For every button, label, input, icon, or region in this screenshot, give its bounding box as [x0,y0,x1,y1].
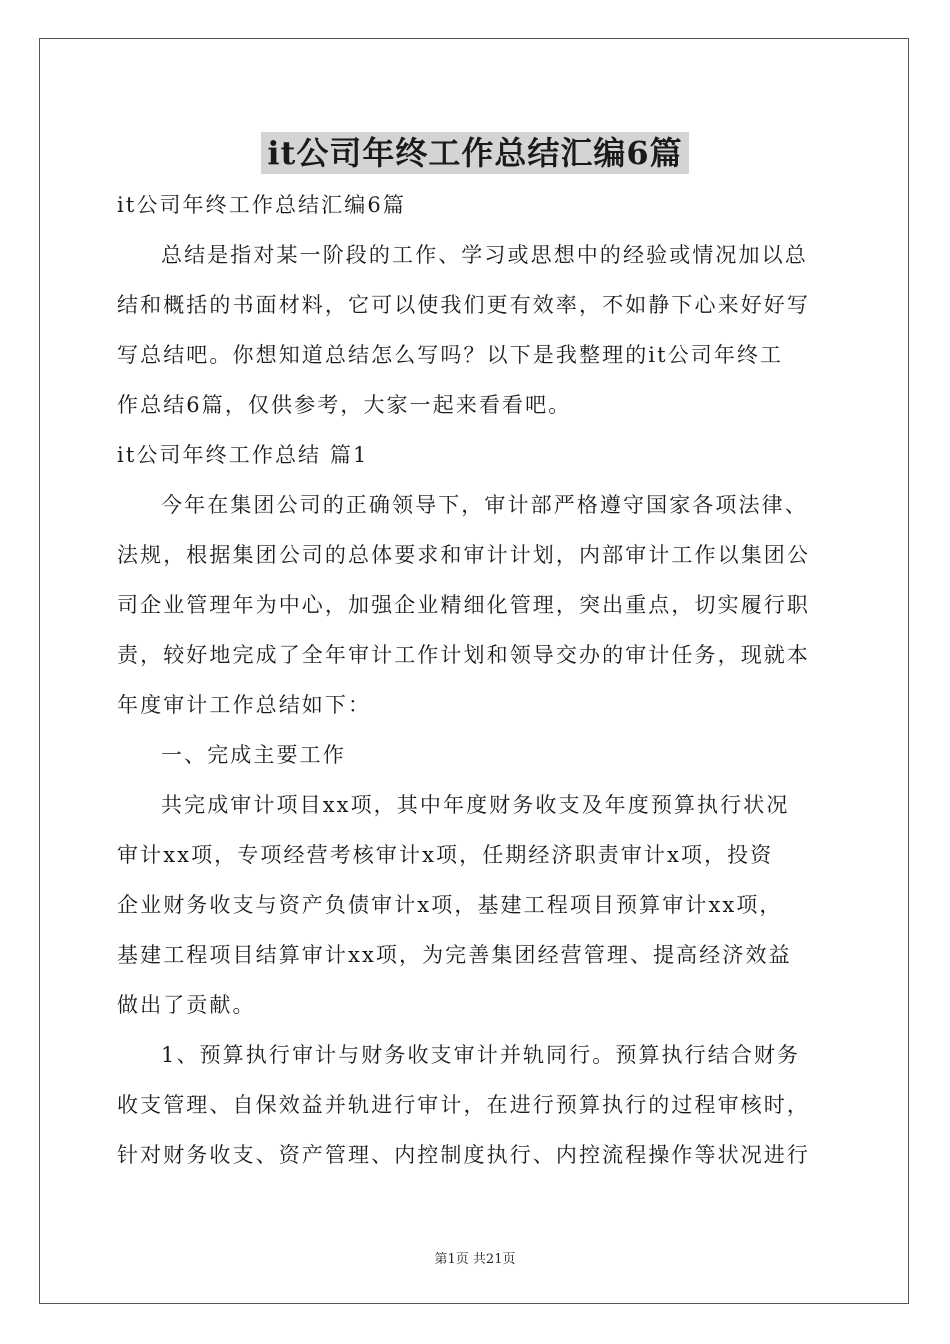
page-number-footer: 第1页 共21页 [434,1252,516,1267]
paragraph-line: 写总结吧。你想知道总结怎么写吗？以下是我整理的it公司年终工 [117,343,784,367]
paragraph-line: 基建工程项目结算审计xx项，为完善集团经营管理、提高经济效益 [117,943,792,967]
section-heading: it公司年终工作总结 篇1 [117,443,369,467]
document-title [0,128,950,174]
paragraph-line: 收支管理、自保效益并轨进行审计，在进行预算执行的过程审核时， [117,1093,810,1117]
document-body [117,180,837,1180]
paragraph-line: 共完成审计项目xx项，其中年度财务收支及年度预算执行状况 [161,793,790,817]
paragraph-line: 年度审计工作总结如下： [117,693,372,717]
paragraph-line: 1、预算执行审计与财务收支审计并轨同行。预算执行结合财务 [161,1043,801,1067]
subsection-heading: 一、完成主要工作 [161,743,346,767]
paragraph-line: 结和概括的书面材料，它可以使我们更有效率，不如静下心来好好写 [117,293,810,317]
paragraph-line: 法规，根据集团公司的总体要求和审计计划，内部审计工作以集团公 [117,543,810,567]
document-title-text: it公司年终工作总结汇编6篇 [261,132,688,174]
paragraph-line: 针对财务收支、资产管理、内控制度执行、内控流程操作等状况进行 [117,1143,810,1167]
subtitle-line: it公司年终工作总结汇编6篇 [117,193,406,217]
paragraph-line: 企业财务收支与资产负债审计x项，基建工程项目预算审计xx项， [117,893,783,917]
paragraph-line: 责，较好地完成了全年审计工作计划和领导交办的审计任务，现就本 [117,643,810,667]
paragraph-line: 审计xx项，专项经营考核审计x项，任期经济职责审计x项，投资 [117,843,774,867]
paragraph-line: 总结是指对某一阶段的工作、学习或思想中的经验或情况加以总 [161,243,808,267]
paragraph-line: 做出了贡献。 [117,993,256,1017]
paragraph-line: 司企业管理年为中心，加强企业精细化管理，突出重点，切实履行职 [117,593,810,617]
paragraph-line: 今年在集团公司的正确领导下，审计部严格遵守国家各项法律、 [161,493,808,517]
paragraph-line: 作总结6篇，仅供参考，大家一起来看看吧。 [117,393,572,417]
